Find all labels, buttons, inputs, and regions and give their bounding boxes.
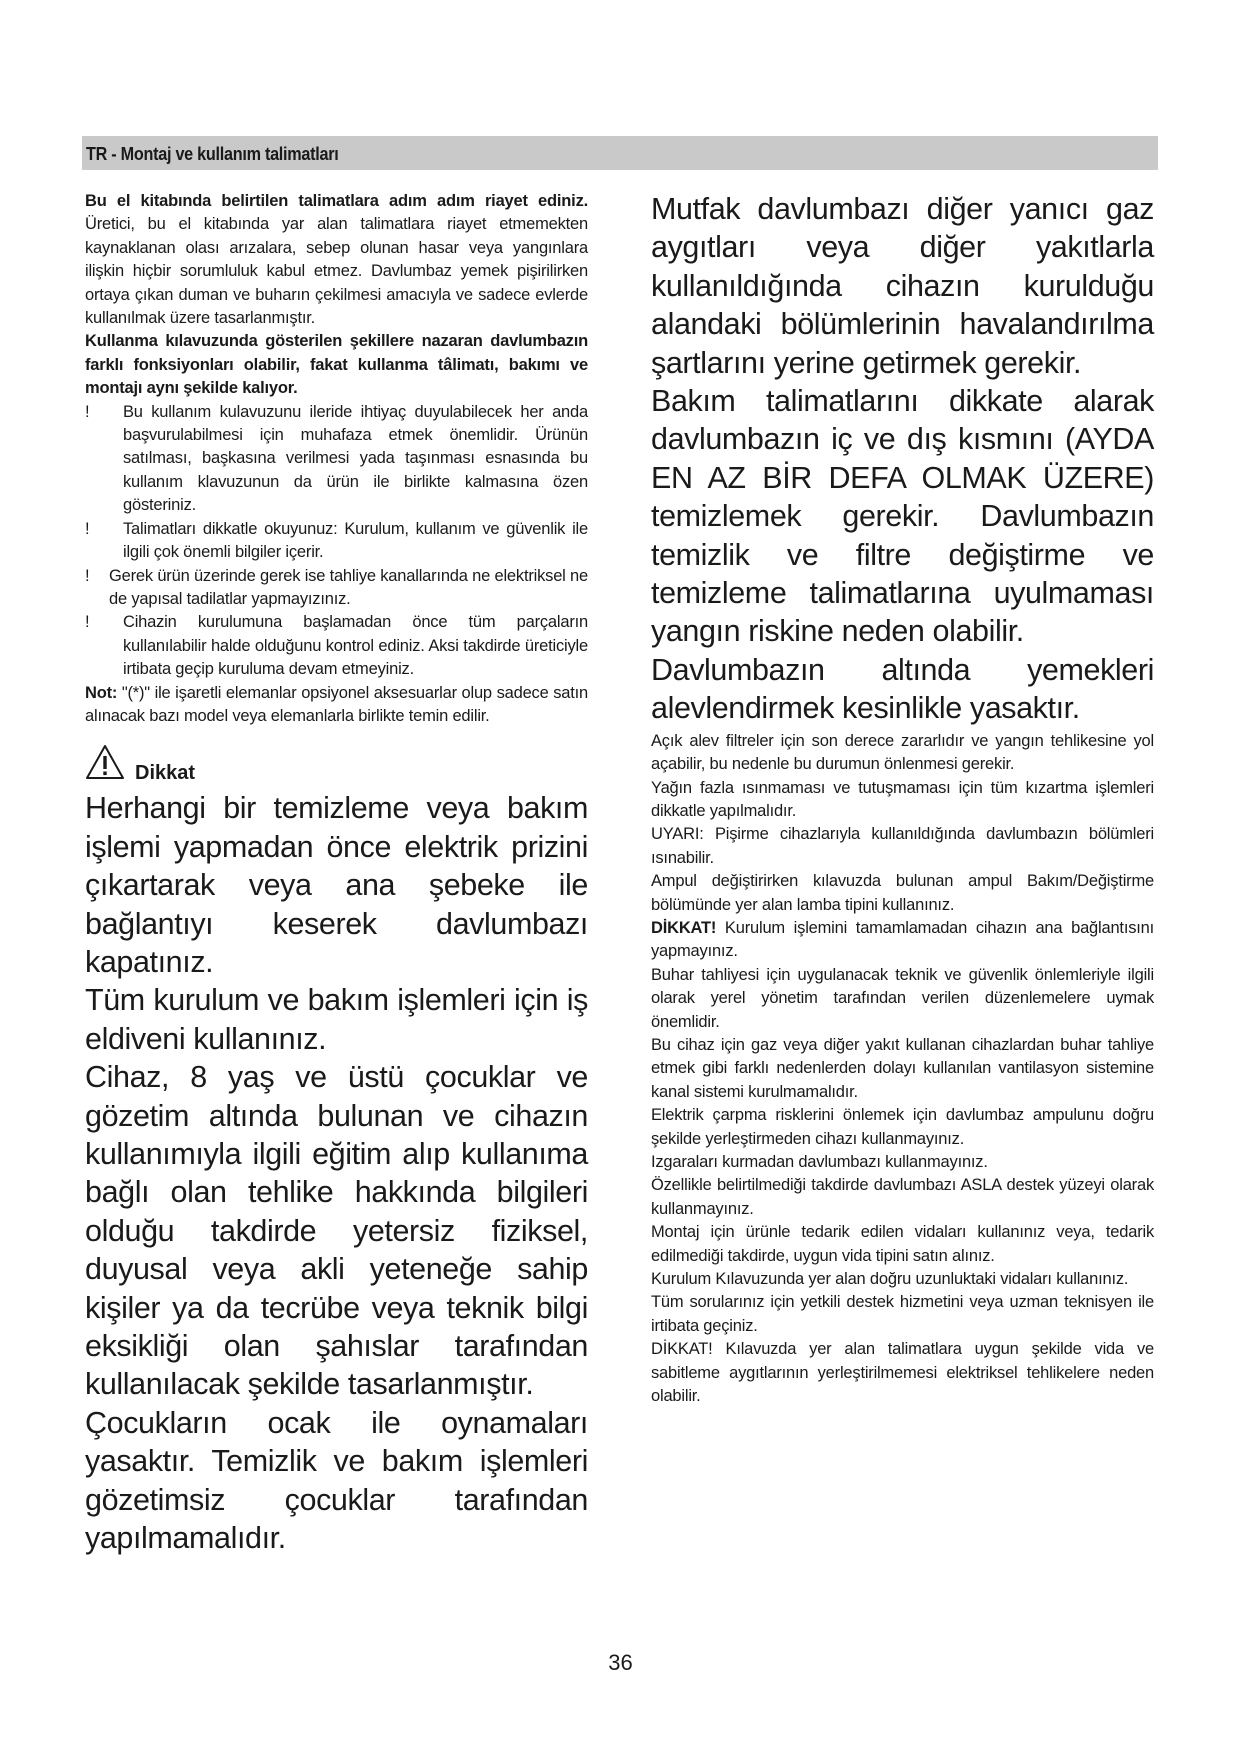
bullet-item [85, 401, 588, 518]
note-text: "(*)" ile işaretli elemanlar opsiyonel aksesuarlar olup sadece satın alınacak bazı model veya elemanlarla birlikte temin edilir. [85, 683, 588, 725]
section-title: TR - Montaj ve kullanım talimatları [86, 144, 339, 164]
warning-triangle-icon [85, 744, 125, 785]
big-paragraph: Mutfak davlumbazı diğer yanıcı gaz aygıtları veya diğer yakıtlarla kullanıldığında cihazın kurulduğu alandaki bölümlerinin havalandırılma şartlarını yerine getirmek gerekir. [651, 192, 1154, 380]
small-paragraph: Tüm sorularınız için yetkili destek hizmetini veya uzman teknisyen ile irtibata geçiniz. [651, 1293, 1154, 1335]
dikkat-heading [85, 744, 588, 785]
big-paragraph: Bakım talimatlarını dikkate alarak davlumbazın iç ve dış kısmını (AYDA EN AZ BİR DEFA OLMAK ÜZERE) temizlemek gerekir. Davlumbazın temizlik ve filtre değiştirme ve temizleme talimatlarına uyulmaması yangın riskine neden olabilir. [651, 384, 1154, 649]
small-paragraph: UYARI: Pişirme cihazlarıyla kullanıldığında davlumbazın bölümleri ısınabilir. [651, 825, 1154, 867]
big-paragraph: Tüm kurulum ve bakım işlemleri için iş eldiveni kullanınız. [85, 983, 588, 1056]
dikkat-label: Dikkat [135, 762, 196, 785]
small-paragraph: Elektrik çarpma risklerini önlemek için davlumbaz ampulunu doğru şekilde yerleştirmeden cihazı kullanmayınız. [651, 1106, 1154, 1148]
small-paragraph: Özellikle belirtilmediği takdirde davlumbazı ASLA destek yüzeyi olarak kullanmayınız. [651, 1176, 1154, 1218]
bullet-text: Gerek ürün üzerinde gerek ise tahliye kanallarında ne elektriksel ne de yapısal tadilatlar yapmayızınız. [109, 566, 588, 608]
bullet-item [85, 518, 588, 565]
note-label: Not: [85, 683, 118, 702]
bullet-mark: ! [85, 613, 90, 632]
right-column [651, 190, 1154, 1408]
big-paragraph: Herhangi bir temizleme veya bakım işlemi yapmadan önce elektrik prizini çıkartarak veya ana şebeke ile bağlantıyı keserek davlumbazı kapatınız. [85, 791, 588, 979]
intro-bold: Bu el kitabında belirtilen talimatlara adım adım riayet ediniz. [85, 192, 588, 210]
bullet-item [85, 611, 588, 681]
bullet-text: Bu kullanım kulavuzunu ileride ihtiyaç duyulabilecek her anda başvurulabilmesi için muhafaza etmek önemlidir. Ürünün satılması, başkasına verilmesi yada taşınması esnasında bu kullanım klavuzunun da ürün ile birlikte kalmasına özen gösteriniz. [123, 402, 588, 515]
bullet-mark: ! [85, 519, 90, 538]
small-paragraph: Yağın fazla ısınmaması ve tutuşmaması için tüm kızartma işlemleri dikkatle yapılmalıdır. [651, 778, 1154, 820]
small-paragraph: Izgaraları kurmadan davlumbazı kullanmayınız. [651, 1153, 988, 1171]
small-paragraph: DİKKAT! Kılavuzda yer alan talimatlara uygun şekilde vida ve sabitleme aygıtlarının yerleştirilmemesi elektriksel tehlikelere neden olabilir. [651, 1340, 1154, 1406]
big-paragraph: Çocukların ocak ile oynamaları yasaktır. Temizlik ve bakım işlemleri gözetimsiz çocuklar tarafından yapılmamalıdır. [85, 1405, 588, 1556]
page-number: 36 [608, 1650, 633, 1675]
small-paragraph: Kurulum Kılavuzunda yer alan doğru uzunluktaki vidaları kullanınız. [651, 1270, 1129, 1289]
bullet-text: Talimatları dikkatle okuyunuz: Kurulum, kullanım ve güvenlik ile ilgili çok önemli bilgiler içerir. [123, 519, 588, 562]
note-paragraph [85, 682, 588, 729]
dikkat-text: Kurulum işlemini tamamlamadan cihazın ana bağlantısını yapmayınız. [651, 918, 1154, 961]
left-column [85, 190, 588, 1557]
small-paragraph: Ampul değiştirirken kılavuzda bulunan ampul Bakım/Değiştirme bölümünde yer alan lamba tipini kullanınız. [651, 872, 1154, 914]
small-paragraph: Montaj için ürünle tedarik edilen vidaları kullanınız veya, tedarik edilmediği takdirde, uygun vida tipini satın alınız. [651, 1223, 1154, 1265]
small-paragraph: Açık alev filtreler için son derece zararlıdır ve yangın tehlikesine yol açabilir, bu nedenle bu durumun önlenmesi gerekir. [651, 731, 1154, 774]
bullet-text: Cihazin kurulumuna başlamadan önce tüm parçaların kullanılabilir halde olduğunu kontrol ediniz. Aksi takdirde üreticiyle irtibata geçip kuruluma devam etmeyiniz. [123, 613, 588, 679]
bullet-mark: ! [85, 402, 90, 421]
bullet-mark: ! [85, 566, 90, 585]
big-paragraph: Davlumbazın altında yemekleri alevlendirmek kesinlikle yasaktır. [651, 652, 1154, 726]
intro-text: Üretici, bu el kitabında yar alan talimatlara riayet etmemekten kaynaklanan olası arızalara, sebep olunan hasar veya yangınlara ilişkin hiçbir sorumluluk kabul etmez. Davlumbaz yemek pişirilirken ortaya çıkan duman ve buharın çekilmesi amacıyla ve sadece evlerde kullanılmak üzere tasarlanmıştır. [85, 215, 588, 328]
intro-paragraph [85, 190, 588, 330]
bold-note: Kullanma kılavuzunda gösterilen şekillere nazaran davlumbazın farklı fonksiyonları olabilir, fakat kullanma tâlimatı, bakımı ve montajı aynı şekilde kalıyor. [85, 332, 588, 398]
big-paragraph: Cihaz, 8 yaş ve üstü çocuklar ve gözetim altında bulunan ve cihazın kullanımıyla ilgili eğitim alıp kullanıma bağlı olan tehlike hakkında bilgileri olduğu takdirde yetersiz fiziksel, duyusal veya akli yeteneğe sahip kişiler ya da tecrübe veya teknik bilgi eksikliği olan şahıslar tarafından kullanılacak şekilde tasarlanmıştır. [85, 1060, 588, 1402]
section-header-bar [82, 136, 1158, 170]
bullet-item [85, 565, 588, 612]
small-paragraph: Buhar tahliyesi için uygulanacak teknik ve güvenlik önlemleriyle ilgili olarak yerel yönetim tarafından verilen düzenlemelere uymak önemlidir. [651, 965, 1154, 1031]
dikkat-paragraph [651, 917, 1154, 964]
dikkat-bold-label: DİKKAT! [651, 918, 717, 937]
small-paragraph: Bu cihaz için gaz veya diğer yakıt kullanan cihazlardan buhar tahliye etmek gibi farklı nedenlerden dolayı kullanılan vantilasyon sistemine kanal sistemi kurulmamalıdır. [651, 1035, 1154, 1101]
